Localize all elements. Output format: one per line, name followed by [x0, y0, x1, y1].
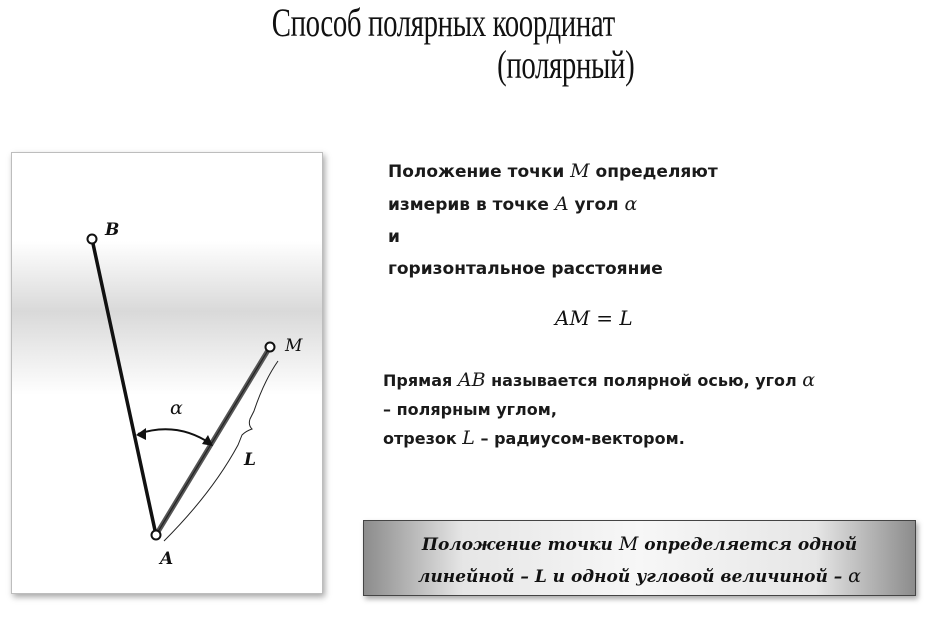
label-l: L — [244, 450, 256, 470]
point-m-marker — [266, 343, 275, 352]
description-symbol-a: A — [554, 193, 569, 215]
summary-symbol-l: L — [534, 567, 547, 587]
formula-lhs: AM — [555, 306, 590, 330]
summary-line-1-pre: Положение точки — [421, 535, 619, 555]
label-m: M — [285, 336, 303, 356]
angle-arrow-left — [136, 428, 146, 440]
definition-text — [383, 366, 815, 453]
definition-line-3-post: – радиусом-вектором. — [474, 429, 685, 448]
description-line-1-post: определяют — [589, 162, 718, 182]
summary-symbol-alpha: α — [848, 565, 861, 587]
description-line-4: горизонтальное расстояние — [388, 259, 663, 279]
angle-arc — [138, 429, 211, 444]
title-line-2: (полярный) — [497, 42, 635, 87]
point-b-marker — [88, 235, 97, 244]
length-brace — [164, 361, 278, 541]
definition-line-3-pre: отрезок — [383, 429, 463, 448]
description-symbol-alpha: α — [624, 193, 638, 215]
summary-line-1 — [364, 529, 915, 561]
description-line-2-mid: угол — [568, 195, 625, 215]
definition-line-1-pre: Прямая — [383, 371, 458, 390]
definition-line-3 — [383, 424, 815, 453]
description-symbol-m: M — [570, 160, 590, 182]
summary-symbol-m: M — [618, 533, 639, 555]
formula — [555, 306, 633, 330]
definition-line-1 — [383, 366, 815, 395]
definition-symbol-l: L — [462, 427, 475, 449]
formula-equals: = — [589, 306, 620, 330]
description-line-2-pre: измерив в точке — [388, 195, 555, 215]
description-line-1 — [388, 155, 718, 188]
definition-line-2: – полярным углом, — [383, 400, 557, 419]
page-title — [131, 2, 806, 86]
formula-rhs: L — [619, 306, 633, 330]
label-a: A — [160, 549, 174, 569]
title-line-1: Способ полярных координат — [271, 0, 615, 45]
summary-line-2 — [364, 561, 915, 593]
label-alpha: α — [170, 397, 183, 419]
label-b: B — [105, 220, 120, 240]
definition-symbol-alpha: α — [802, 369, 816, 391]
summary-line-2-pre: линейной – — [418, 567, 535, 587]
description-line-2 — [388, 188, 718, 221]
polar-axis-line — [92, 239, 156, 535]
description-line-1-pre: Положение точки — [388, 162, 571, 182]
description-line-3: и — [388, 227, 400, 247]
definition-line-1-mid: называется полярной осью, угол — [485, 371, 803, 390]
summary-line-2-mid: и одной угловой величиной – — [546, 567, 849, 587]
point-a-marker — [152, 531, 161, 540]
definition-symbol-ab: AB — [457, 369, 486, 391]
radius-vector-core — [156, 347, 270, 535]
summary-box — [363, 520, 916, 596]
description-text — [388, 155, 718, 285]
polar-diagram — [11, 152, 323, 594]
summary-line-1-post: определяется одной — [638, 535, 858, 555]
polar-diagram-svg — [12, 153, 322, 593]
